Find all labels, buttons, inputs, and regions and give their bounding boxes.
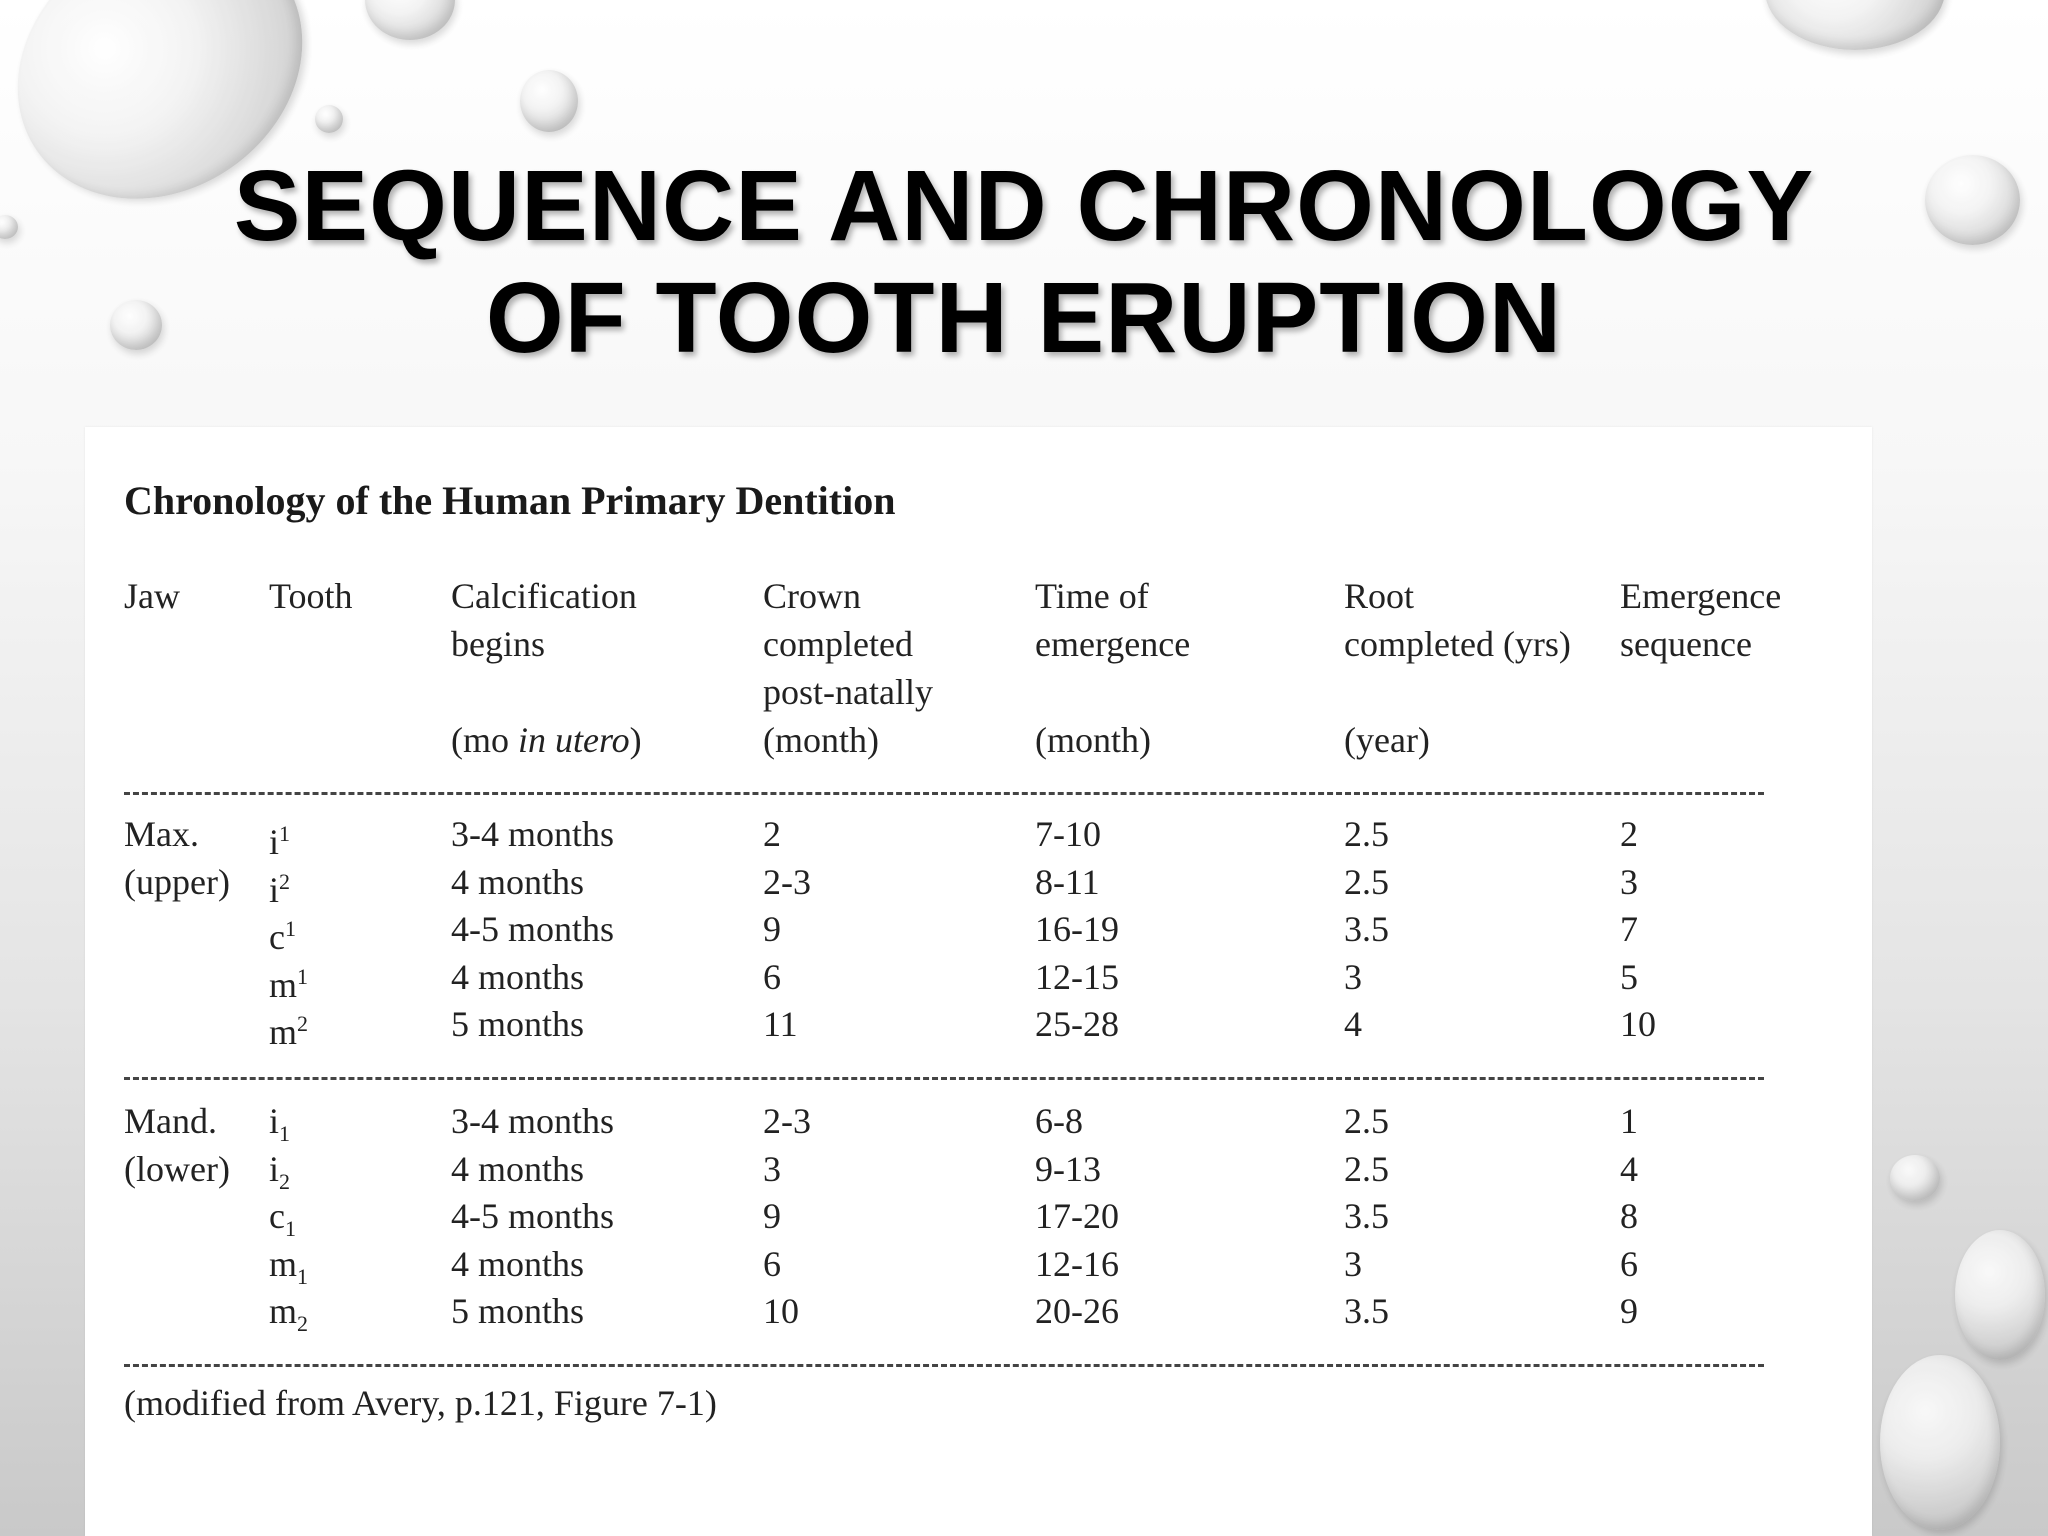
- header-calcification-line: Calcification: [451, 576, 637, 616]
- table-cell-root: 2.5: [1344, 861, 1389, 902]
- tooth-index: 1: [297, 1263, 309, 1289]
- header-emergence-time: [1035, 572, 1190, 764]
- table-cell-seq: 10: [1620, 1004, 1656, 1044]
- jaw-label: (upper): [124, 861, 230, 902]
- table-cell-emerge: 16-19: [1035, 909, 1119, 949]
- header-crown-line: post-natally: [763, 672, 933, 712]
- table-cell-seq: 4: [1620, 1148, 1638, 1189]
- table-cell-seq: 6: [1620, 1243, 1638, 1284]
- table-cell-crown: 10: [763, 1291, 799, 1331]
- header-calcification-line: [451, 668, 642, 716]
- tooth-cell: [269, 1287, 308, 1348]
- table-cell-calc: 4-5 months: [451, 1196, 615, 1236]
- table-cell-emerge: 20-26: [1035, 1291, 1119, 1331]
- header-emergence-unit: (month): [1035, 720, 1151, 760]
- header-calcification-line: begins: [451, 624, 545, 664]
- separator-line: [124, 1364, 1764, 1367]
- header-emergence-line: emergence: [1035, 624, 1191, 664]
- table-footnote: (modified from Avery, p.121, Figure 7-1): [124, 1383, 717, 1423]
- header-crown-unit: (month): [763, 720, 879, 760]
- table-cell-calc: 4 months: [451, 1148, 585, 1189]
- table-cell-root: 3.5: [1344, 1196, 1389, 1236]
- table-cell-root: 2.5: [1344, 1148, 1389, 1189]
- tooth-index: 1: [279, 1121, 291, 1147]
- header-jaw: Jaw: [124, 576, 180, 616]
- table-cell-calc: 4 months: [451, 861, 585, 902]
- table-cell-seq: 8: [1620, 1196, 1638, 1236]
- table-cell-calc: 4 months: [451, 1243, 585, 1284]
- unit-text: (mo in utero): [451, 720, 642, 760]
- table-cell-emerge: 6-8: [1035, 1101, 1083, 1141]
- tooth-letter: c: [269, 917, 285, 957]
- tooth-index: 2: [279, 1168, 291, 1194]
- table-cell-calc: 3-4 months: [451, 1101, 615, 1141]
- table-cell-root: 2.5: [1344, 1101, 1389, 1141]
- slide-title: [0, 150, 2048, 374]
- table-cell-emerge: 12-16: [1035, 1243, 1119, 1284]
- header-crown-line: completed: [763, 624, 913, 664]
- table-cell-emerge: 25-28: [1035, 1004, 1119, 1044]
- water-droplet-decoration: [1955, 1230, 2045, 1360]
- table-cell-crown: 9: [763, 909, 781, 949]
- table-cell-calc: 4-5 months: [451, 909, 615, 949]
- water-droplet-decoration: [315, 105, 343, 133]
- header-crown: [763, 572, 933, 764]
- table-cell-seq: 7: [1620, 909, 1638, 949]
- table-cell-calc: 3-4 months: [451, 814, 615, 854]
- header-root-line: completed (yrs): [1344, 624, 1571, 664]
- table-cell-calc: 4 months: [451, 956, 585, 997]
- tooth-cell: [269, 1000, 308, 1056]
- table-cell-crown: 2-3: [763, 861, 811, 902]
- tooth-index: 2: [297, 1011, 309, 1036]
- header-root: [1344, 572, 1571, 764]
- header-calcification: [451, 572, 642, 764]
- separator-line: [124, 1077, 1764, 1080]
- tooth-letter: i: [269, 1148, 280, 1189]
- water-droplet-decoration: [520, 70, 578, 132]
- table-cell-crown: 3: [763, 1148, 781, 1189]
- header-sequence: [1620, 572, 1781, 668]
- jaw-label: Max.: [124, 814, 199, 854]
- table-cell-root: 4: [1344, 1004, 1362, 1044]
- tooth-index: 1: [279, 821, 291, 846]
- water-droplet-decoration: [1890, 1155, 1940, 1201]
- table-cell-crown: 11: [763, 1004, 798, 1044]
- header-sequence-line: sequence: [1620, 624, 1752, 664]
- tooth-letter: m: [269, 1291, 298, 1331]
- table-cell-emerge: 17-20: [1035, 1196, 1119, 1236]
- table-cell-root: 3: [1344, 1243, 1362, 1284]
- tooth-letter: c: [269, 1196, 285, 1236]
- tooth-index: 1: [284, 916, 296, 941]
- table-cell-root: 2.5: [1344, 814, 1389, 854]
- tooth-letter: m: [269, 1243, 298, 1284]
- tooth-letter: m: [269, 964, 298, 1005]
- table-cell-crown: 6: [763, 956, 781, 997]
- header-sequence-line: Emergence: [1620, 576, 1782, 616]
- table-cell-crown: 9: [763, 1196, 781, 1236]
- tooth-letter: i: [269, 869, 280, 910]
- header-tooth: Tooth: [269, 576, 353, 616]
- header-emergence-line: [1035, 668, 1190, 716]
- header-root-line: Root: [1344, 576, 1415, 616]
- dentition-table-panel: [85, 427, 1872, 1536]
- in-utero-italic: in utero: [518, 720, 630, 760]
- jaw-label: (lower): [124, 1148, 230, 1189]
- table-cell-root: 3.5: [1344, 909, 1389, 949]
- table-title: Chronology of the Human Primary Dentition: [124, 478, 896, 523]
- tooth-letter: i: [269, 1101, 280, 1141]
- slide-title-line-1: SEQUENCE AND CHRONOLOGY: [233, 150, 1815, 262]
- table-cell-emerge: 7-10: [1035, 814, 1101, 854]
- table-cell-seq: 5: [1620, 956, 1638, 997]
- table-cell-emerge: 9-13: [1035, 1148, 1101, 1189]
- tooth-letter: i: [269, 822, 280, 862]
- table-cell-calc: 5 months: [451, 1004, 585, 1044]
- slide-title-line-2: OF TOOTH ERUPTION: [485, 262, 1563, 374]
- jaw-label: Mand.: [124, 1101, 217, 1141]
- table-cell-emerge: 12-15: [1035, 956, 1119, 997]
- separator-line: [124, 792, 1764, 795]
- tooth-index: 2: [297, 1311, 309, 1337]
- water-droplet-decoration: [1765, 0, 1945, 50]
- header-calcification-unit: [451, 716, 642, 764]
- table-cell-root: 3.5: [1344, 1291, 1389, 1331]
- tooth-index: 2: [279, 868, 291, 894]
- table-cell-root: 3: [1344, 956, 1362, 997]
- table-cell-crown: 6: [763, 1243, 781, 1284]
- header-root-unit: (year): [1344, 720, 1430, 760]
- header-emergence-line: Time of: [1035, 576, 1149, 616]
- table-cell-seq: 2: [1620, 814, 1638, 854]
- table-cell-calc: 5 months: [451, 1291, 585, 1331]
- table-cell-crown: 2: [763, 814, 781, 854]
- table-cell-emerge: 8-11: [1035, 861, 1100, 902]
- header-crown-line: Crown: [763, 576, 861, 616]
- header-root-line: [1344, 668, 1571, 716]
- table-cell-crown: 2-3: [763, 1101, 811, 1141]
- water-droplet-decoration: [1880, 1355, 2000, 1530]
- table-cell-seq: 9: [1620, 1291, 1638, 1331]
- tooth-index: 1: [297, 963, 309, 989]
- tooth-index: 1: [284, 1216, 296, 1242]
- table-cell-seq: 3: [1620, 861, 1638, 902]
- table-cell-seq: 1: [1620, 1101, 1638, 1141]
- tooth-letter: m: [269, 1012, 298, 1052]
- water-droplet-decoration: [365, 0, 455, 40]
